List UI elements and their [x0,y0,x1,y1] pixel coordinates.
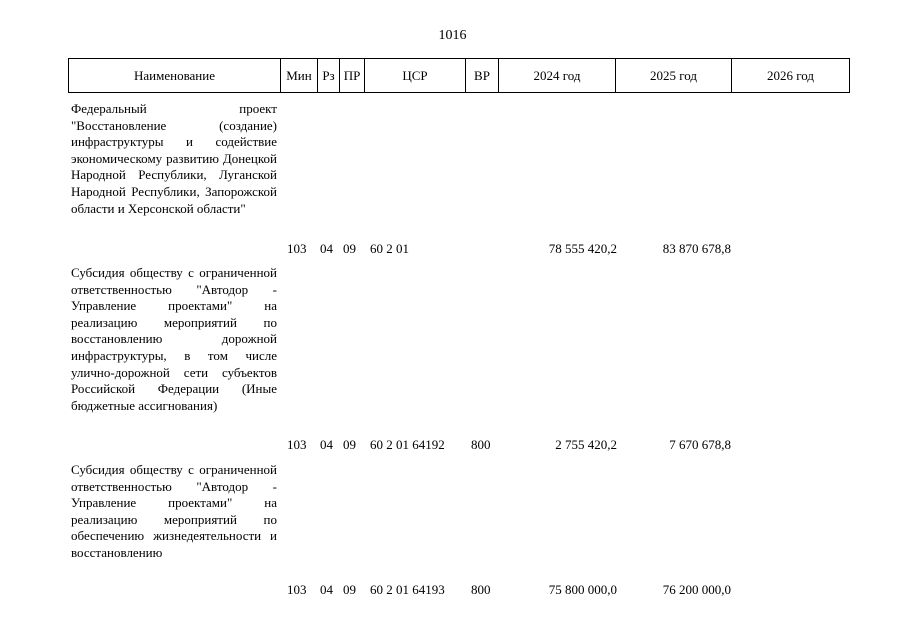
row-pr: 09 [343,241,356,256]
row-2025: 83 870 678,8 [662,241,731,256]
row-min: 103 [287,437,307,452]
row-name: Субсидия обществу с ограниченной ответственностью "Автодор - Управление проектами" на реализацию мероприятий по восстановлению дорожной инфраструктуры, в том числе улично-дорожной сети субъектов Российской Федерации (Иные бюджетные ассигнования) [71,265,277,413]
row-2024: 78 555 420,2 [548,241,617,256]
row-2025: 76 200 000,0 [662,582,731,597]
row-rz: 04 [320,437,333,452]
header-min: Мин [281,59,318,93]
header-2025: 2025 год [616,59,732,93]
header-vr: ВР [466,59,499,93]
header-csr: ЦСР [365,59,466,93]
row-2025: 7 670 678,8 [669,437,731,452]
row-min: 103 [287,241,307,256]
row-vr: 800 [471,437,491,452]
row-2024: 75 800 000,0 [548,582,617,597]
row-name: Субсидия обществу с ограниченной ответственностью "Автодор - Управление проектами" на реализацию мероприятий по обеспечению жизнедеятельности и восстановлению [71,462,277,560]
row-rz: 04 [320,582,333,597]
row-2024: 2 755 420,2 [555,437,617,452]
table-header [68,58,850,93]
row-csr: 60 2 01 64193 [370,582,445,597]
header-2024: 2024 год [499,59,616,93]
row-rz: 04 [320,241,333,256]
row-pr: 09 [343,582,356,597]
row-csr: 60 2 01 64192 [370,437,445,452]
header-rz: Рз [318,59,340,93]
row-min: 103 [287,582,307,597]
row-name: Федеральный проект "Восстановление (создание) инфраструктуры и содействие экономическому развитию Донецкой Народной Республики, Луганской Народной Республики, Запорожской области и Херсонской области" [71,101,277,216]
header-pr: ПР [340,59,365,93]
header-name: Наименование [69,59,281,93]
row-vr: 800 [471,582,491,597]
row-pr: 09 [343,437,356,452]
header-2026: 2026 год [732,59,850,93]
page-number: 1016 [438,28,467,43]
row-csr: 60 2 01 [370,241,409,256]
